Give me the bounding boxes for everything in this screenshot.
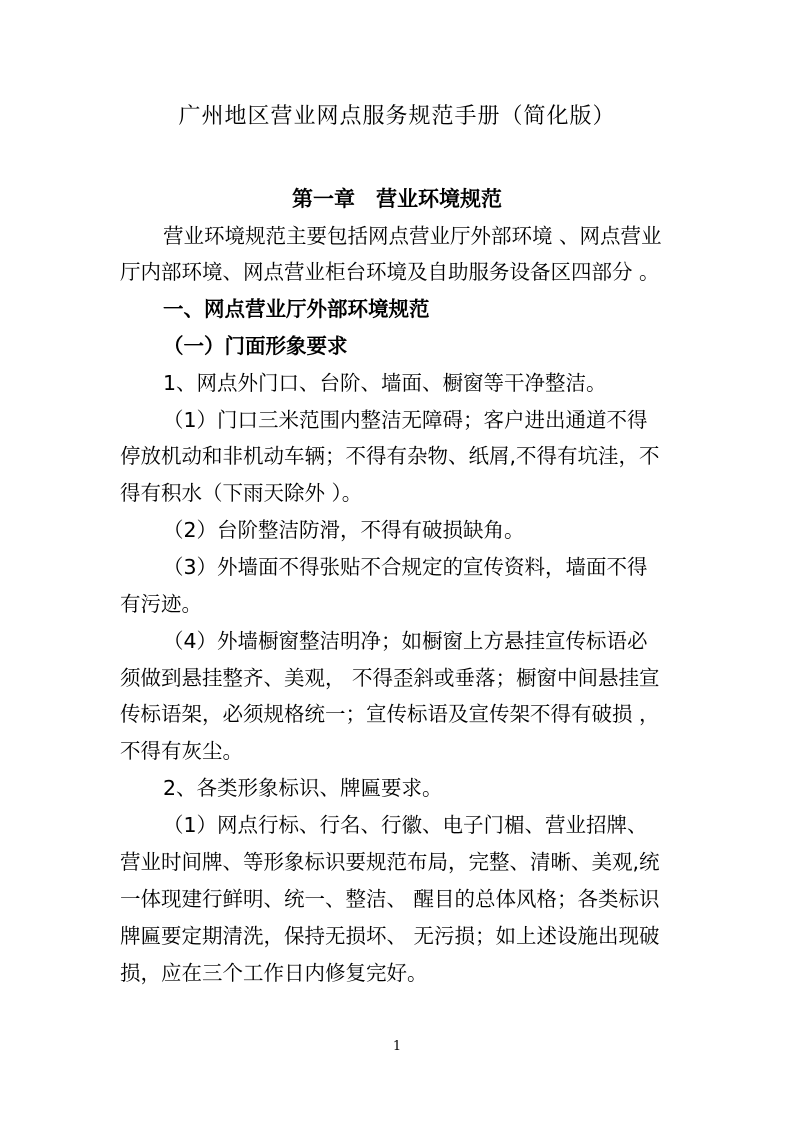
paragraph-line: （3）外墙面不得张贴不合规定的宣传资料，墙面不得 <box>163 555 648 579</box>
paragraph-line: （2）台阶整洁防滑，不得有破损缺角。 <box>163 518 525 542</box>
paragraph-line: 不得有灰尘。 <box>120 739 243 763</box>
paragraph-line: 须做到悬挂整齐、美观， 不得歪斜或垂落；橱窗中间悬挂宣 <box>120 666 660 690</box>
paragraph-line: 厅内部环境、网点营业柜台环境及自助服务设备区四部分 。 <box>120 260 660 284</box>
paragraph-line: 牌匾要定期清洗，保持无损坏、 无污损；如上述设施出现破 <box>120 924 660 948</box>
paragraph-line: （1）门口三米范围内整洁无障碍；客户进出通道不得 <box>163 408 648 432</box>
paragraph-line: 有污迹。 <box>120 592 202 616</box>
paragraph-line: 一体现建行鲜明、统一、整洁、 醒目的总体风格；各类标识 <box>120 887 660 911</box>
document-title: 广州地区营业网点服务规范手册（简化版） <box>178 104 616 129</box>
paragraph-line: 损，应在三个工作日内修复完好。 <box>120 961 428 985</box>
paragraph-line: 停放机动和非机动车辆；不得有杂物、纸屑,不得有坑洼，不 <box>120 444 660 468</box>
paragraph-line: 营业时间牌、等形象标识要规范布局，完整、清晰、美观,统 <box>120 850 660 874</box>
paragraph-line: 1、网点外门口、台阶、墙面、橱窗等干净整洁。 <box>163 371 607 395</box>
paragraph-line: （1）网点行标、行名、行徽、电子门楣、营业招牌、 <box>163 813 648 837</box>
paragraph-line: 传标语架，必须规格统一；宣传标语及宣传架不得有破损 ， <box>120 702 660 726</box>
paragraph-line: （4）外墙橱窗整洁明净；如橱窗上方悬挂宣传标语必 <box>163 629 648 653</box>
paragraph-line: 得有积水（下雨天除外 ）。 <box>120 481 363 505</box>
section-heading: 一、网点营业厅外部环境规范 <box>163 297 430 321</box>
paragraph-line: 营业环境规范主要包括网点营业厅外部环境 、网点营业 <box>163 224 662 248</box>
chapter-heading: 第一章 营业环境规范 <box>292 187 502 211</box>
subsection-heading: （一）门面形象要求 <box>163 334 348 358</box>
page-number: 1 <box>392 1039 402 1054</box>
paragraph-line: 2、各类形象标识、牌匾要求。 <box>163 776 443 800</box>
